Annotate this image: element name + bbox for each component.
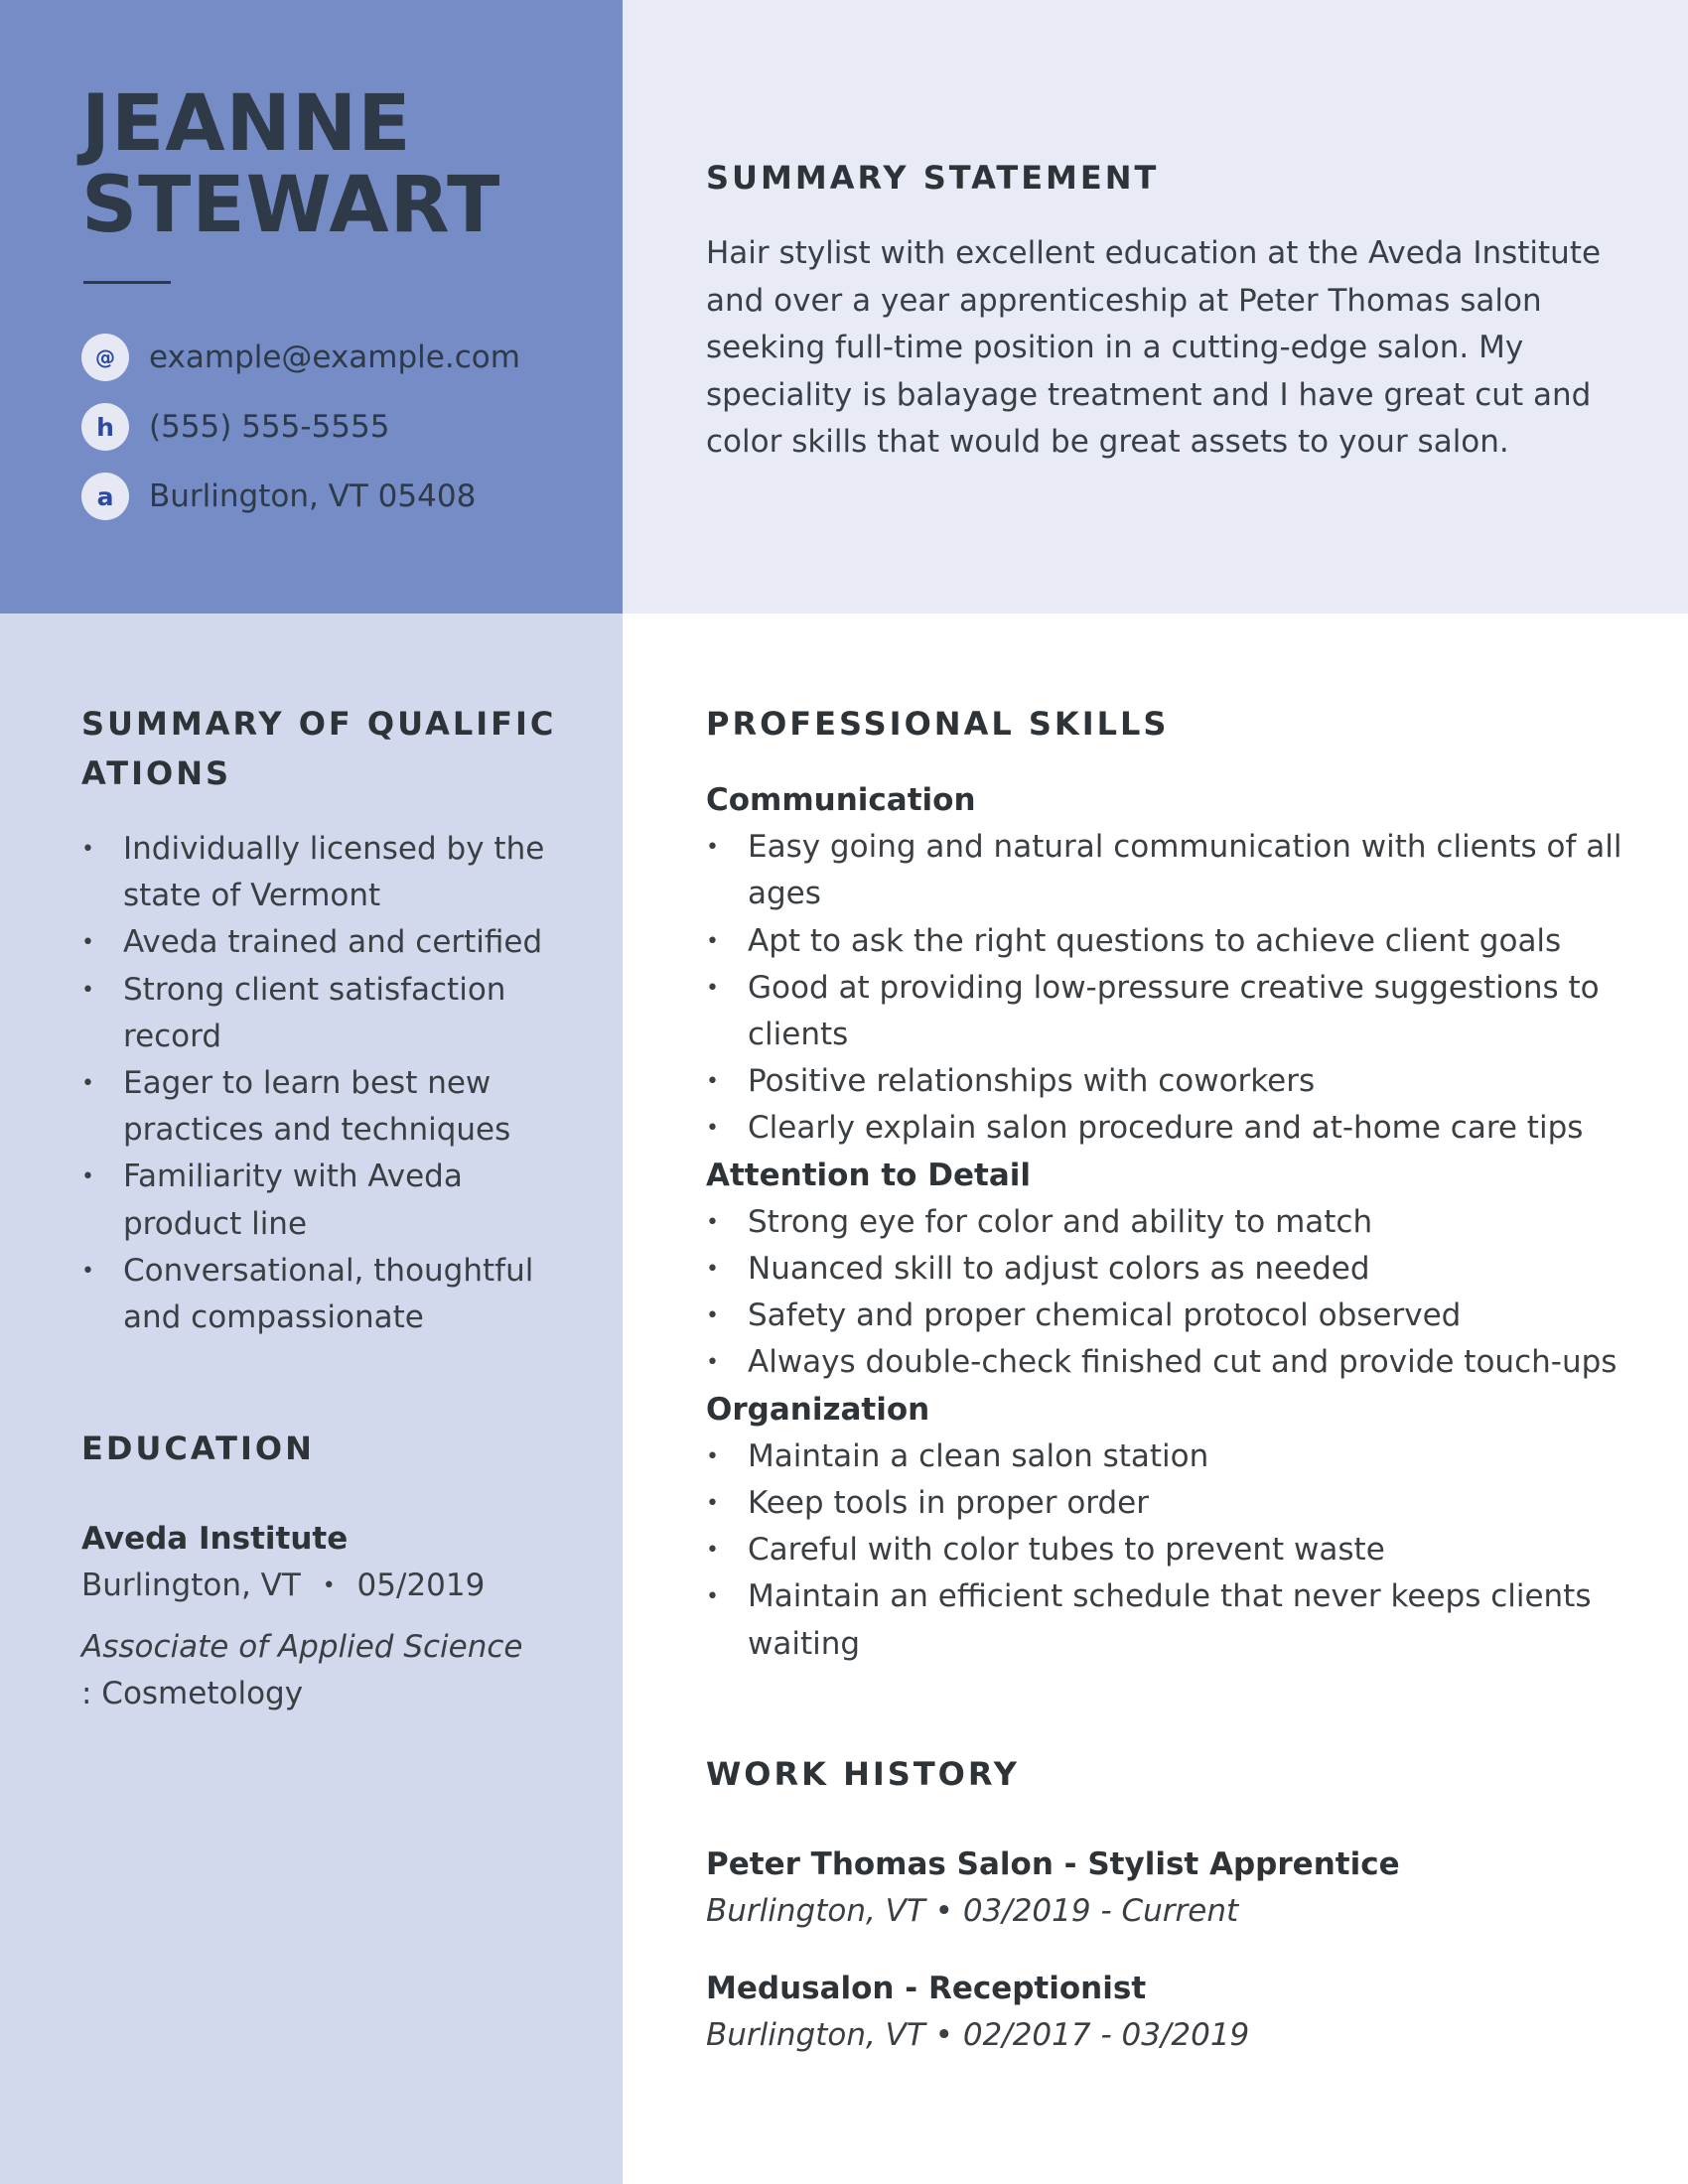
list-item: • Conversational, thoughtful and compassionate [81,1248,558,1341]
name-last: STEWART [81,161,501,250]
list-item: • Careful with color tubes to prevent waste [706,1527,1629,1573]
list-item: • Good at providing low-pressure creative suggestions to clients [706,965,1629,1058]
contact-list [81,323,520,531]
education-location: Burlington, VT [81,1568,301,1603]
education-separator: • [322,1573,336,1598]
candidate-name [81,79,501,250]
phone-text[interactable]: (555) 555-5555 [149,409,390,445]
job-meta: Burlington, VT • 02/2017 - 03/2019 [706,2017,1250,2053]
email-text[interactable]: example@example.com [149,340,520,375]
education-date: 05/2019 [356,1568,486,1603]
summary-heading: SUMMARY STATEMENT [706,159,1160,197]
list-item: • Safety and proper chemical protocol observed [706,1293,1629,1339]
contact-address [81,462,520,531]
education-heading: EDUCATION [81,1430,315,1467]
skill-group-list [706,1433,1629,1668]
education-field: : Cosmetology [81,1676,304,1711]
name-divider [83,281,171,284]
qualifications-heading-line1: SUMMARY OF QUALIFIC [81,705,557,743]
phone-icon: h [81,403,129,451]
list-item: • Clearly explain salon procedure and at-home care tips [706,1105,1629,1152]
list-item: • Eager to learn best new practices and techniques [81,1060,558,1154]
education-degree: Associate of Applied Science [81,1629,523,1665]
qualifications-heading [81,699,556,798]
list-item: • Apt to ask the right questions to achieve client goals [706,918,1629,965]
skills-heading: PROFESSIONAL SKILLS [706,705,1170,743]
education-school: Aveda Institute [81,1521,349,1557]
name-first: JEANNE [81,79,412,169]
list-item: • Maintain an efficient schedule that never keeps clients waiting [706,1573,1629,1667]
qualifications-list [81,826,558,1341]
skill-group-list [706,824,1629,1152]
list-item: • Easy going and natural communication with clients of all ages [706,824,1629,917]
email-icon: @ [81,334,129,381]
list-item: • Strong eye for color and ability to match [706,1199,1629,1246]
list-item: • Keep tools in proper order [706,1480,1629,1527]
list-item: • Positive relationships with coworkers [706,1058,1629,1105]
list-item: • Nuanced skill to adjust colors as needed [706,1246,1629,1293]
job-title: Peter Thomas Salon - Stylist Apprentice [706,1846,1400,1882]
job-meta: Burlington, VT • 03/2019 - Current [706,1893,1239,1929]
qualifications-heading-line2: ATIONS [81,754,232,792]
education-location-date [81,1563,485,1609]
skill-group-title: Communication [706,782,976,818]
list-item: • Aveda trained and certified [81,919,558,966]
list-item: • Always double-check finished cut and provide touch-ups [706,1339,1629,1386]
skill-group-title: Attention to Detail [706,1157,1031,1193]
skills-groups [706,777,1629,1668]
address-icon: a [81,473,129,520]
summary-text: Hair stylist with excellent education at the Aveda Institute and over a year apprenticeship at Peter Thomas salon seeking full-time position in a cutting-edge salon. My speciality is balayage treatment and I have great cut and color skills that would be great assets to your salon. [706,235,1602,460]
work-heading: WORK HISTORY [706,1755,1020,1793]
list-item: • Strong client satisfaction record [81,967,558,1060]
skill-group-title: Organization [706,1391,930,1428]
skill-group-list [706,1199,1629,1387]
job-title: Medusalon - Receptionist [706,1971,1147,2006]
list-item: • Maintain a clean salon station [706,1433,1629,1480]
list-item: • Familiarity with Aveda product line [81,1154,558,1247]
contact-phone[interactable] [81,392,520,462]
contact-email[interactable] [81,323,520,392]
address-text: Burlington, VT 05408 [149,478,477,514]
list-item: • Individually licensed by the state of Vermont [81,826,558,919]
